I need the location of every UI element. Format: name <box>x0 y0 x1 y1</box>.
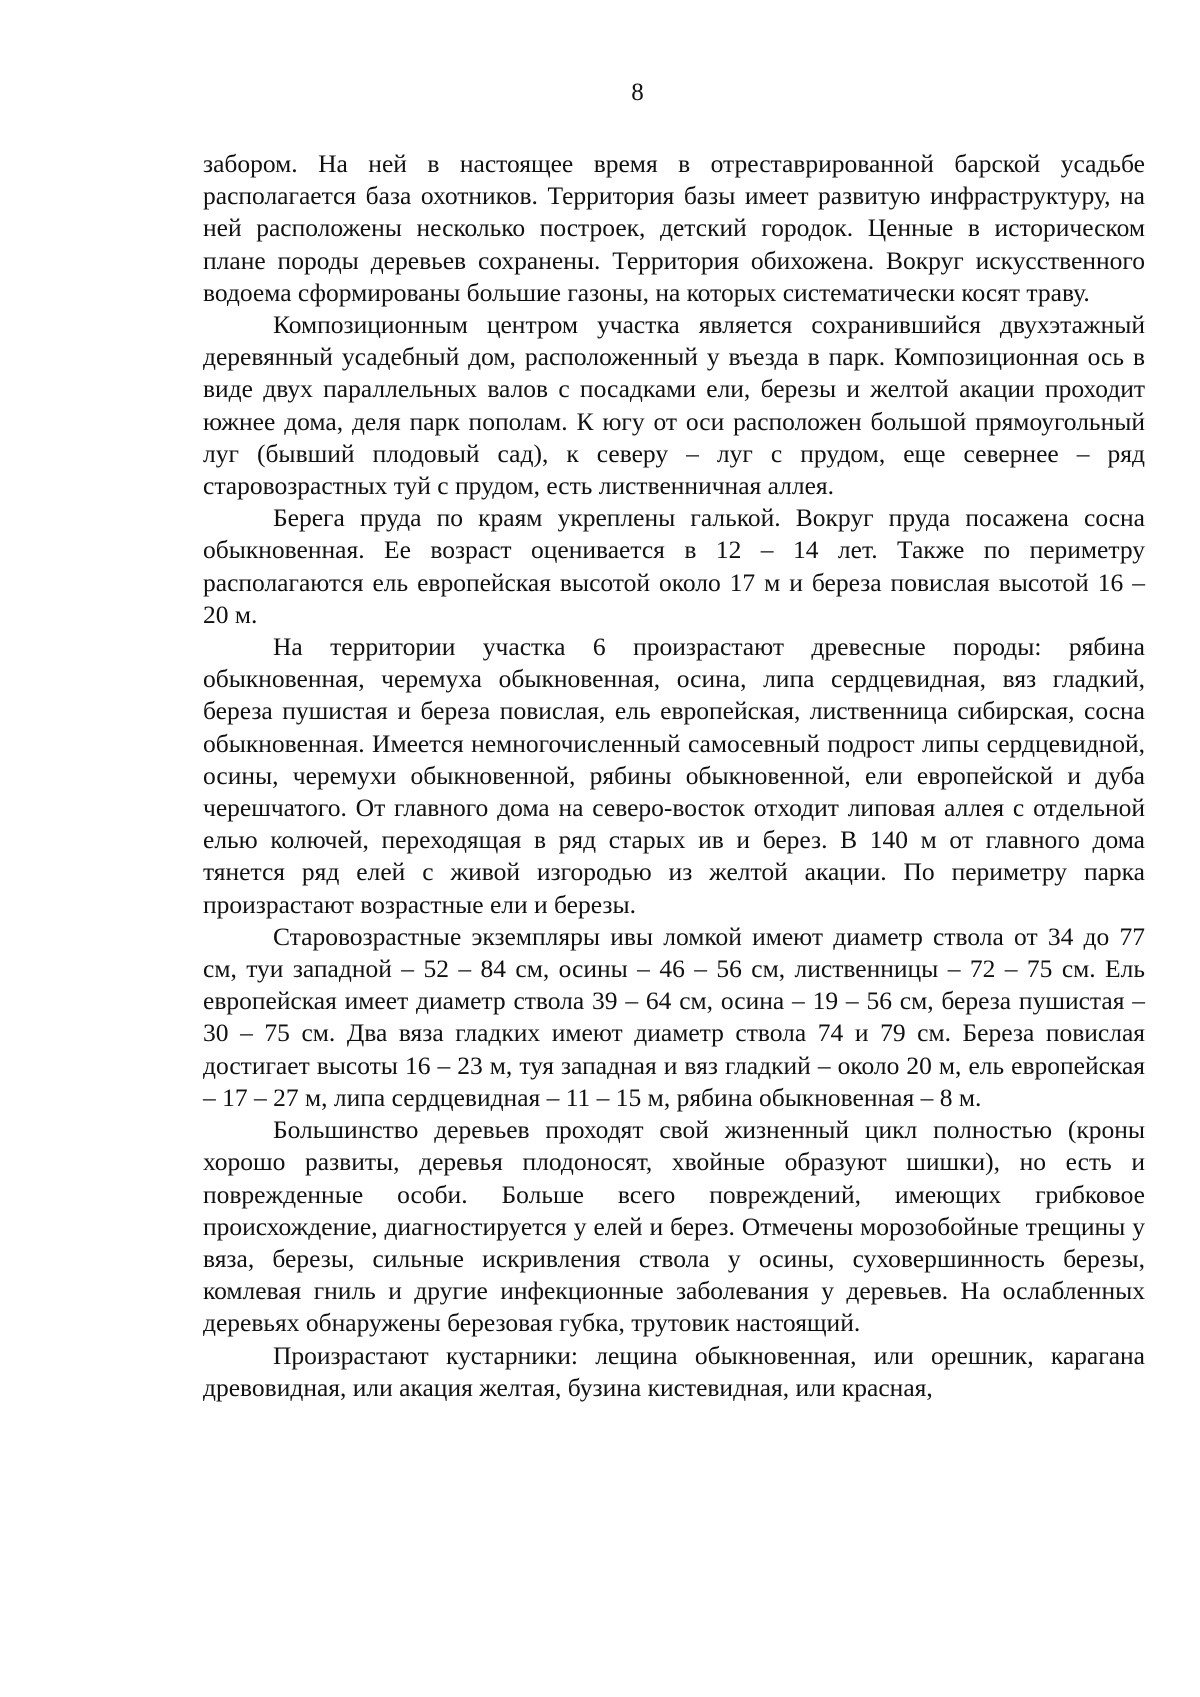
paragraph-tree-health: Большинство деревьев проходят свой жизненный цикл полностью (кроны хорошо развиты, деревья плодоносят, хвойные образуют шишки), но есть и поврежденные особи. Больше всего повреждений, имеющих грибковое происхождение, диагностируется у елей и берез. Отмечены морозобойные трещины у вяза, березы, сильные искривления ствола у осины, суховершинность березы, комлевая гниль и другие инфекционные заболевания у деревьев. На ослабленных деревьях обнаружены березовая губка, трутовик настоящий. <box>203 1115 1145 1338</box>
page-number: 8 <box>631 79 644 106</box>
paragraph-tree-species: На территории участка 6 произрастают древесные породы: рябина обыкновенная, черемуха обыкновенная, осина, липа сердцевидная, вяз гладкий, береза пушистая и береза повислая, ель европейская, лиственница сибирская, сосна обыкновенная. Имеется немногочисленный самосевный подрост липы сердцевидной, осины, черемухи обыкновенной, рябины обыкновенной, ели европейской и дуба черешчатого. От главного дома на северо-восток отходит липовая аллея с отдельной елью колючей, переходящая в ряд старых ив и берез. В 140 м от главного дома тянется ряд елей с живой изгородью из желтой акации. По периметру парка произрастают возрастные ели и березы. <box>203 632 1145 919</box>
paragraph-continuation: забором. На ней в настоящее время в отреставрированной барской усадьбе располагается база охотников. Территория базы имеет развитую инфраструктуру, на ней расположены несколько построек, детский городок. Ценные в историческом плане породы деревьев сохранены. Территория обихожена. Вокруг искусственного водоема сформированы большие газоны, на которых систематически косят траву. <box>203 149 1145 307</box>
paragraph-pond-banks: Берега пруда по краям укреплены галькой. Вокруг пруда посажена сосна обыкновенная. Ее возраст оценивается в 12 – 14 лет. Также по периметру располагаются ель европейская высотой около 17 м и береза повислая высотой 16 – 20 м. <box>203 503 1145 629</box>
paragraph-composition-center: Композиционным центром участка является сохранившийся двухэтажный деревянный усадебный дом, расположенный у въезда в парк. Композиционная ось в виде двух параллельных валов с посадками ели, березы и желтой акации проходит южнее дома, деля парк пополам. К югу от оси расположен большой прямоугольный луг (бывший плодовый сад), к северу – луг с прудом, еще севернее – ряд старовозрастных туй с прудом, есть лиственничная аллея. <box>203 310 1145 501</box>
body-text <box>203 148 1145 1404</box>
paragraph-shrubs: Произрастают кустарники: лещина обыкновенная, или орешник, карагана древовидная, или акация желтая, бузина кистевидная, или красная, <box>203 1340 1145 1402</box>
paragraph-trunk-diameters: Старовозрастные экземпляры ивы ломкой имеют диаметр ствола от 34 до 77 см, туи западной – 52 – 84 см, осины – 46 – 56 см, лиственницы – 72 – 75 см. Ель европейская имеет диаметр ствола 39 – 64 см, осина – 19 – 56 см, береза пушистая – 30 – 75 см. Два вяза гладких имеют диаметр ствола 74 и 79 см. Береза повислая достигает высоты 16 – 23 м, туя западная и вяз гладкий – около 20 м, ель европейская – 17 – 27 м, липа сердцевидная – 11 – 15 м, рябина обыкновенная – 8 м. <box>203 921 1145 1112</box>
